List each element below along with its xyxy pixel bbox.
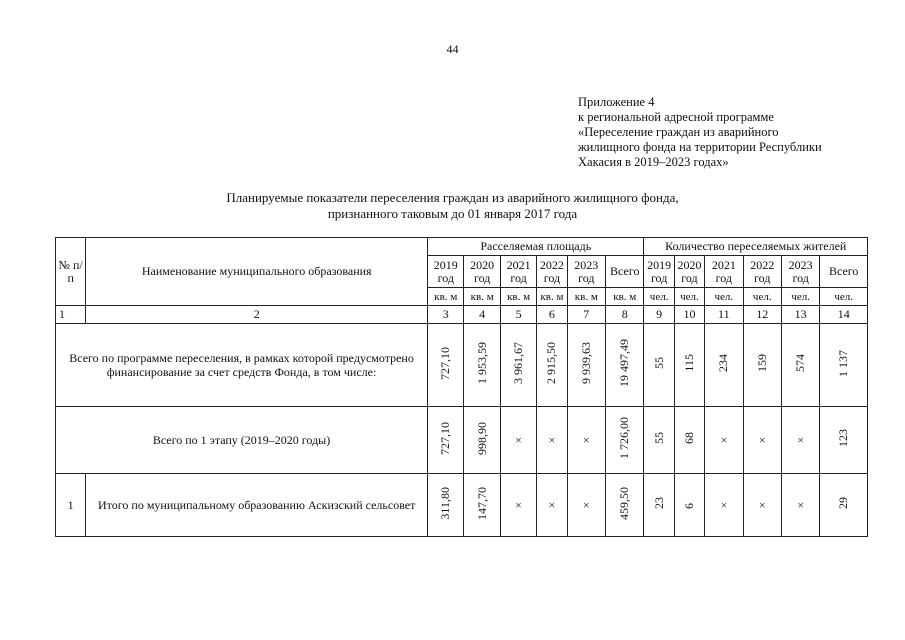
- residents-cell: [674, 324, 704, 407]
- area-value: ×: [548, 432, 556, 447]
- header-residents-group: Количество переселяемых жителей: [644, 238, 868, 256]
- area-value: 727,10: [438, 346, 453, 380]
- unit-area: кв. м: [537, 288, 567, 306]
- unit-area: кв. м: [428, 288, 464, 306]
- area-cell: [428, 324, 464, 407]
- header-num: № п/п: [56, 238, 86, 306]
- header-year-2019: 2019 год: [644, 256, 674, 288]
- unit-residents: чел.: [781, 288, 819, 306]
- col-number: 10: [674, 306, 704, 324]
- col-number: 12: [743, 306, 781, 324]
- area-cell: [500, 474, 536, 537]
- area-value: 1 726,00: [617, 417, 632, 459]
- col-number: 5: [500, 306, 536, 324]
- header-total: Всего: [820, 256, 868, 288]
- residents-cell: [820, 324, 868, 407]
- appendix-line: жилищного фонда на территории Республики: [578, 140, 822, 154]
- area-value: ×: [548, 497, 556, 512]
- area-value: 147,70: [474, 486, 489, 520]
- residents-value: 6: [681, 502, 696, 509]
- residents-cell: [743, 324, 781, 407]
- column-numbers-row: [56, 306, 868, 324]
- residents-value: ×: [758, 432, 766, 447]
- area-value: ×: [582, 432, 590, 447]
- col-number: 7: [567, 306, 605, 324]
- table-row: [56, 407, 868, 474]
- residents-value: 29: [836, 497, 851, 509]
- header-year-2022: 2022 год: [537, 256, 567, 288]
- col-number: 6: [537, 306, 567, 324]
- appendix-line: «Переселение граждан из аварийного: [578, 125, 779, 139]
- area-value: 311,80: [438, 486, 453, 520]
- residents-value: 55: [651, 357, 666, 369]
- header-year-2023: 2023 год: [567, 256, 605, 288]
- area-cell: [500, 324, 536, 407]
- area-cell: [537, 324, 567, 407]
- residents-value: 68: [681, 432, 696, 444]
- area-cell: [606, 324, 644, 407]
- col-number: 3: [428, 306, 464, 324]
- residents-value: 115: [681, 354, 696, 372]
- area-cell: [567, 474, 605, 537]
- header-total: Всего: [606, 256, 644, 288]
- residents-cell: [820, 407, 868, 474]
- area-cell: [464, 324, 500, 407]
- residents-value: ×: [797, 497, 805, 512]
- col-number: 11: [705, 306, 743, 324]
- area-value: 19 497,49: [617, 339, 632, 387]
- title-line-2: признанного таковым до 01 января 2017 года: [327, 206, 578, 221]
- unit-residents: чел.: [743, 288, 781, 306]
- col-number: 4: [464, 306, 500, 324]
- residents-value: ×: [720, 497, 728, 512]
- col-number: 8: [606, 306, 644, 324]
- area-cell: [567, 407, 605, 474]
- header-name: Наименование муниципального образования: [86, 238, 428, 306]
- area-value: 1 953,59: [474, 342, 489, 384]
- header-year-2023: 2023 год: [781, 256, 819, 288]
- unit-residents: чел.: [820, 288, 868, 306]
- residents-cell: [674, 474, 704, 537]
- col-number: 2: [86, 306, 428, 324]
- row-name: Итого по муниципальному образованию Аскизский сельсовет: [86, 474, 428, 537]
- area-cell: [464, 474, 500, 537]
- residents-value: 55: [651, 432, 666, 444]
- residents-cell: [820, 474, 868, 537]
- unit-area: кв. м: [606, 288, 644, 306]
- area-value: 3 961,67: [511, 342, 526, 384]
- area-cell: [537, 407, 567, 474]
- residents-value: 1 137: [836, 349, 851, 377]
- area-value: 727,10: [438, 421, 453, 455]
- page-number: 44: [446, 42, 459, 56]
- residents-value: ×: [720, 432, 728, 447]
- row-name: Всего по 1 этапу (2019–2020 годы): [56, 407, 428, 474]
- header-year-2021: 2021 год: [500, 256, 536, 288]
- unit-residents: чел.: [705, 288, 743, 306]
- appendix-line: к региональной адресной программе: [578, 110, 774, 124]
- residents-cell: [644, 324, 674, 407]
- header-year-2020: 2020 год: [464, 256, 500, 288]
- residents-value: 234: [716, 354, 731, 372]
- residents-value: 159: [754, 354, 769, 372]
- header-year-2022: 2022 год: [743, 256, 781, 288]
- document-title: [0, 190, 905, 222]
- col-number: 1: [56, 306, 86, 324]
- appendix-line: Приложение 4: [578, 95, 655, 109]
- residents-value: 23: [651, 497, 666, 509]
- residents-value: 574: [793, 354, 808, 372]
- residents-cell: [705, 474, 743, 537]
- col-number: 14: [820, 306, 868, 324]
- residents-cell: [644, 407, 674, 474]
- title-line-1: Планируемые показатели переселения граждан из аварийного жилищного фонда,: [226, 190, 679, 205]
- residents-value: ×: [758, 497, 766, 512]
- residents-cell: [743, 407, 781, 474]
- header-year-2020: 2020 год: [674, 256, 704, 288]
- area-value: 9 939,63: [578, 342, 593, 384]
- residents-value: ×: [797, 432, 805, 447]
- area-cell: [606, 474, 644, 537]
- residents-value: 123: [836, 429, 851, 447]
- row-number: 1: [56, 474, 86, 537]
- residents-cell: [705, 324, 743, 407]
- unit-area: кв. м: [567, 288, 605, 306]
- appendix-line: Хакасия в 2019–2023 годах»: [578, 155, 729, 169]
- area-value: ×: [515, 497, 522, 512]
- header-area-group: Расселяемая площадь: [428, 238, 644, 256]
- row-name: Всего по программе переселения, в рамках которой предусмотрено финансирование за счет средств Фонда, в том числе:: [56, 324, 428, 407]
- residents-cell: [743, 474, 781, 537]
- area-value: 2 915,50: [544, 342, 559, 384]
- col-number: 13: [781, 306, 819, 324]
- residents-cell: [705, 407, 743, 474]
- header-year-2021: 2021 год: [705, 256, 743, 288]
- unit-area: кв. м: [464, 288, 500, 306]
- residents-cell: [674, 407, 704, 474]
- area-cell: [428, 474, 464, 537]
- area-cell: [428, 407, 464, 474]
- area-cell: [500, 407, 536, 474]
- header-year-2019: 2019 год: [428, 256, 464, 288]
- residents-cell: [644, 474, 674, 537]
- unit-residents: чел.: [644, 288, 674, 306]
- area-value: ×: [582, 497, 590, 512]
- area-value: 459,50: [617, 486, 632, 520]
- area-cell: [567, 324, 605, 407]
- area-value: 998,90: [474, 421, 489, 455]
- appendix-note: [578, 95, 878, 170]
- table-row: [56, 324, 868, 407]
- residents-cell: [781, 474, 819, 537]
- table-row: [56, 474, 868, 537]
- unit-area: кв. м: [500, 288, 536, 306]
- area-cell: [537, 474, 567, 537]
- col-number: 9: [644, 306, 674, 324]
- area-value: ×: [515, 432, 522, 447]
- unit-residents: чел.: [674, 288, 704, 306]
- residents-cell: [781, 324, 819, 407]
- area-cell: [464, 407, 500, 474]
- area-cell: [606, 407, 644, 474]
- residents-cell: [781, 407, 819, 474]
- resettlement-table: [55, 237, 868, 537]
